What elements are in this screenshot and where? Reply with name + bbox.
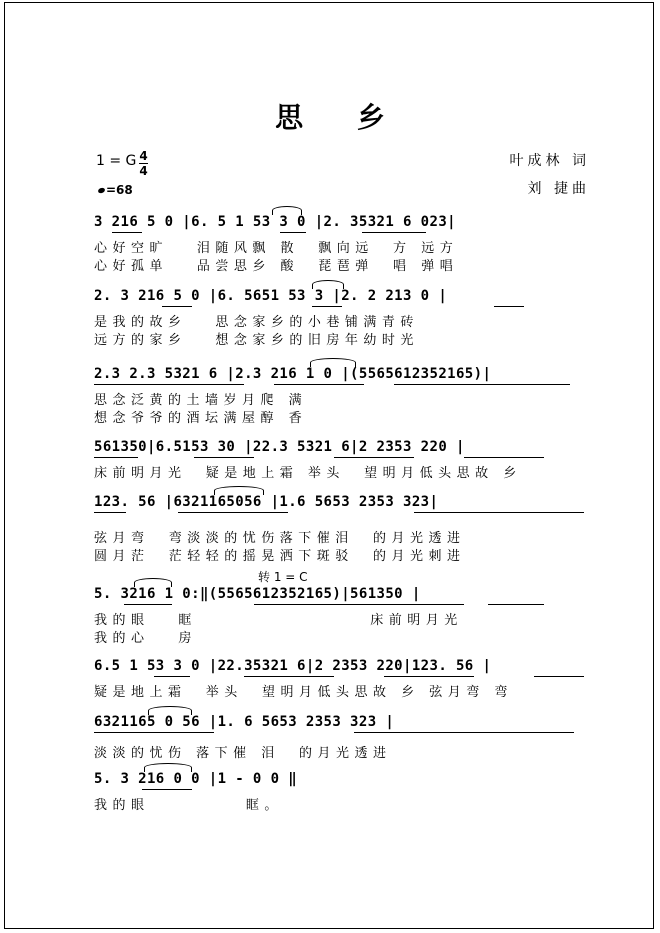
eighth-beam	[354, 732, 574, 733]
eighth-beam	[162, 306, 192, 307]
lyric-line-verse-2: 我的心 房	[94, 631, 197, 646]
eighth-beam	[178, 512, 288, 513]
eighth-beam	[94, 512, 126, 513]
slur	[310, 358, 356, 367]
lyric-line-verse-2: 远方的家乡 想念家乡的旧房年幼时光	[94, 333, 419, 348]
lyric-line-verse-1: 弦月弯 弯淡淡的忧伤落下催泪 的月光透进	[94, 531, 466, 546]
notation-line: 6321165 0 56 |1. 6 5653 2353 323 |	[94, 714, 395, 730]
lyric-line-verse-1: 淡淡的忧伤 落下催 泪 的月光透进	[94, 746, 392, 761]
notation-line: 6.5 1 53 3 0 |22.35321 6|2 2353 220|123. 56 |	[94, 658, 492, 674]
eighth-beam	[334, 457, 414, 458]
slur	[144, 763, 192, 772]
eighth-beam	[94, 732, 214, 733]
lyric-line-verse-1: 思念泛黄的土墙岁月爬 满	[94, 393, 308, 408]
key-signature: 1 = G	[96, 153, 137, 169]
eighth-beam	[154, 676, 190, 677]
slur	[312, 280, 344, 289]
lyric-line-verse-2: 圆月茫 茫轻轻的摇晃洒下斑驳 的月光刺进	[94, 549, 466, 564]
time-signature	[139, 150, 148, 177]
eighth-beam	[112, 232, 142, 233]
eighth-beam	[394, 384, 570, 385]
lyric-line-verse-1: 是我的故乡 思念家乡的小巷铺满青砖	[94, 315, 419, 330]
eighth-beam	[534, 676, 584, 677]
notation-line: 2.3 2.3 5321 6 |2.3 216 1 0 |(5565612352165)|	[94, 366, 492, 382]
notation-line: 561350|6.5153 30 |22.3 5321 6|2 2353 220 |	[94, 439, 465, 455]
slur	[272, 206, 302, 215]
eighth-beam	[124, 604, 172, 605]
eighth-beam	[494, 306, 524, 307]
eighth-beam	[488, 604, 544, 605]
eighth-beam	[384, 676, 474, 677]
eighth-beam	[274, 384, 364, 385]
eighth-beam	[414, 512, 584, 513]
eighth-beam	[94, 384, 244, 385]
composer-credit: 刘 捷曲	[527, 181, 590, 197]
notation-line: 5. 3 216 0 0 |1 - 0 0 ‖	[94, 771, 298, 787]
notation-line: 2. 3 216 5 0 |6. 5651 53 3 |2. 2 213 0 |	[94, 288, 448, 304]
lyric-line-verse-2: 想念爷爷的酒坛满屋醇 香	[94, 411, 308, 426]
lyric-line-verse-1: 床前明月光 疑是地上霜 举头 望明月低头思故 乡	[94, 466, 522, 481]
lyric-line-verse-1: 心好空旷 泪随风飘 散 飘向远 方 远方	[94, 241, 459, 256]
eighth-beam	[254, 604, 464, 605]
lyric-line-verse-1: 我的眼 眶 床前明月光	[94, 613, 463, 628]
eighth-beam	[94, 457, 138, 458]
eighth-beam	[362, 232, 426, 233]
eighth-beam	[464, 457, 544, 458]
notation-line: 3 216 5 0 |6. 5 1 53 3 0 |2. 35321 6 023|	[94, 214, 456, 230]
eighth-beam	[244, 676, 334, 677]
lyric-line-verse-2: 心好孤单 品尝思乡 酸 琵琶弹 唱 弹唱	[94, 259, 459, 274]
slur	[134, 578, 172, 587]
key-change: 转 1 = C	[258, 570, 308, 584]
eighth-beam	[280, 232, 306, 233]
lyricist-credit: 叶成林 词	[509, 153, 590, 169]
lyric-line-verse-1: 疑是地上霜 举头 望明月低头思故 乡 弦月弯 弯	[94, 685, 513, 700]
eighth-beam	[194, 457, 254, 458]
song-title: 思 乡	[275, 101, 407, 134]
quarter-note-icon	[97, 187, 105, 194]
notation-line: 123. 56 |6321165056 |1.6 5653 2353 323|	[94, 494, 439, 510]
notation-line: 5. 3216 1 0:‖(5565612352165)|561350 |	[94, 586, 421, 602]
slur	[214, 486, 264, 495]
lyric-line-verse-1: 我的眼 眶。	[94, 798, 283, 813]
time-signature-top: 4	[139, 149, 148, 163]
eighth-beam	[312, 306, 342, 307]
eighth-beam	[142, 789, 192, 790]
tempo-marking	[98, 183, 133, 197]
slur	[148, 706, 192, 715]
time-signature-bottom: 4	[139, 164, 148, 178]
tempo-value: =68	[106, 183, 133, 197]
